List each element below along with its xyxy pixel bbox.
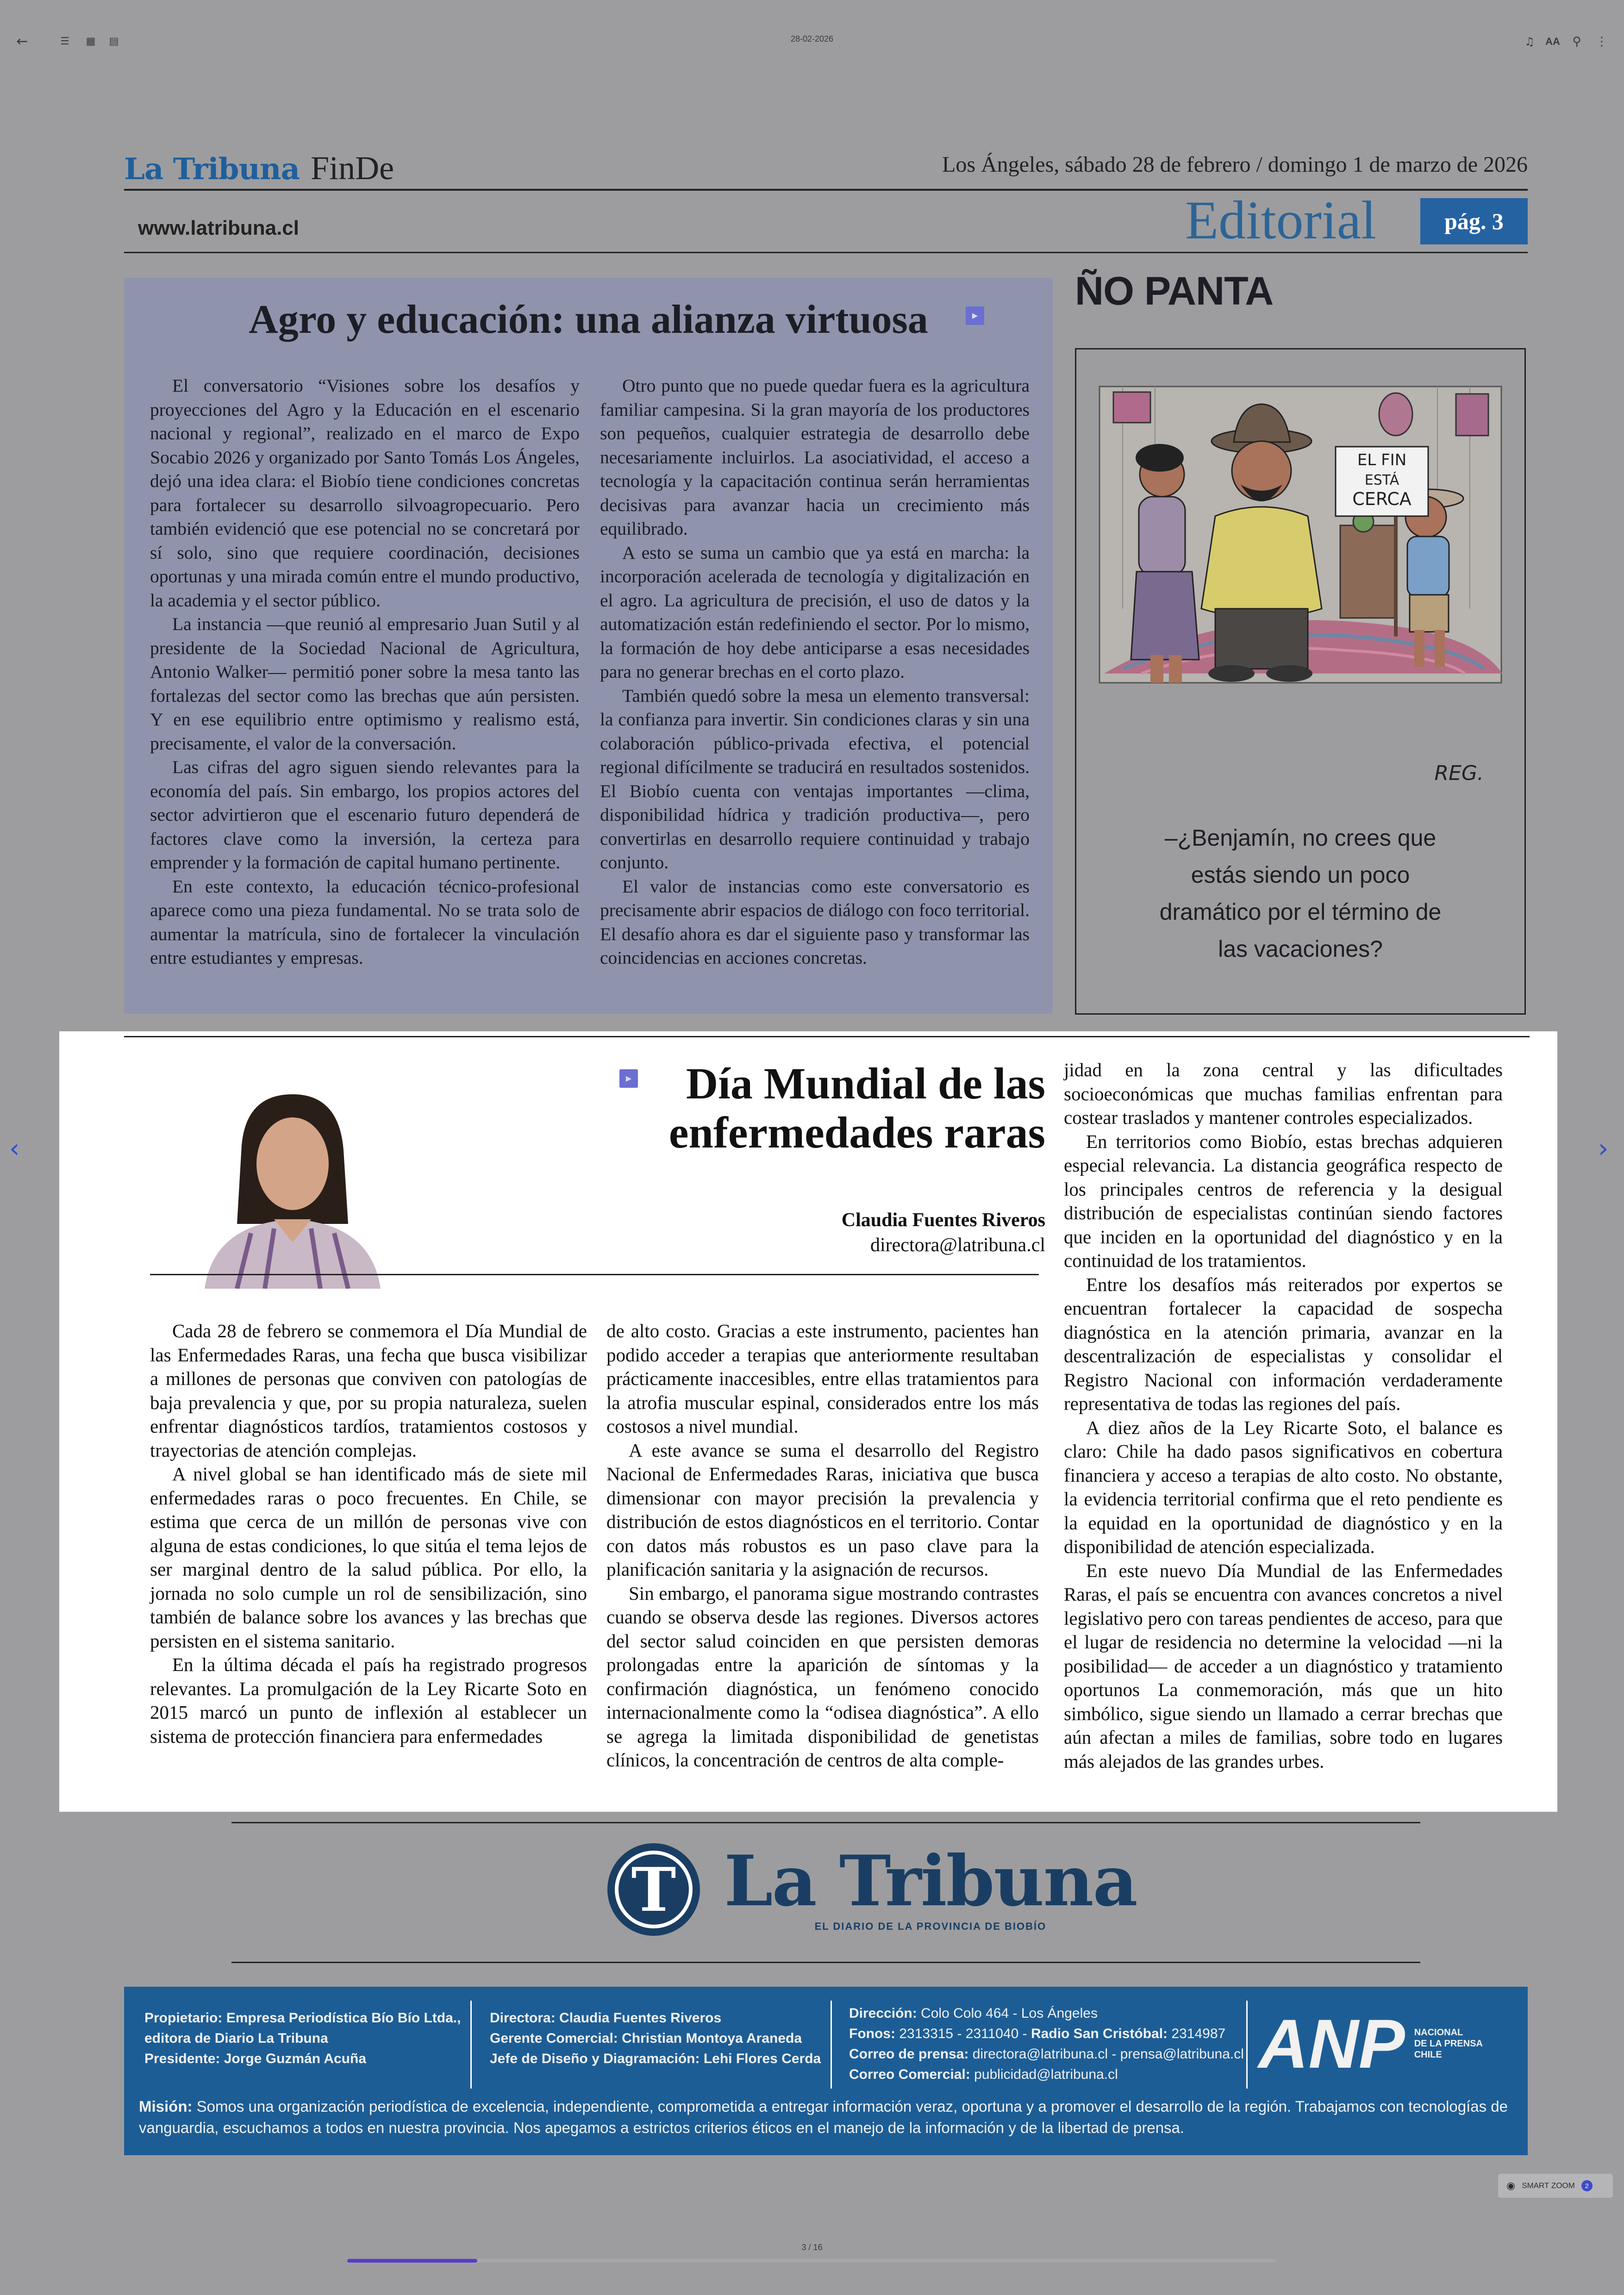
paragraph: En territorios como Biobío, estas brechas adquieren especial relevancia. La distancia geográfica respecto de los principales centros de referencia y la desigual distribución de especialistas continúan siendo factores que inciden en la oportunidad del diagnóstico y en la continuidad de los tratamientos. (1064, 1130, 1503, 1271)
comic-sign-line: ESTÁ (1364, 472, 1399, 488)
smart-zoom-badge: 2 (1581, 2180, 1593, 2191)
paragraph: de alto costo. Gracias a este instrumento, pacientes han podido acceder a terapias que anteriormente resultaban prácticamente inaccesibles, entre ellas tratamientos para la atrofia muscular espinal, considerados entre los más costosos a nivel mundial. (606, 1320, 1039, 1437)
anp-logo-mark: ANP (1258, 2005, 1405, 2083)
opinion-top-rule (124, 1036, 1530, 1037)
search-icon[interactable]: ⚲ (1572, 35, 1581, 49)
back-arrow-icon[interactable]: ← (16, 33, 28, 50)
paragraph: Sin embargo, el panorama sigue mostrando contrastes cuando se observa desde las regiones. Diversos actores del sector salud coinciden en que persisten demoras prolongadas entre la aparición de síntomas y la confirmación diagnóstica, un fenómeno conocido internacionalmente como la “odisea diagnóstica”. A ello se agrega la limitada disponibilidad de genetistas clínicos, la concentración de centros de alta comple- (606, 1582, 1039, 1771)
anp-logo (1258, 2005, 1483, 2083)
paragraph: Otro punto que no puede quedar fuera es la agricultura familiar campesina. Si la gran mayoría de los productores son pequeños, cualquier estrategia de desarrollo debe necesariamente incluirlos. La asociatividad, el acceso a tecnología y la capacitación continua serán herramientas decisivas para avanzar hacia un crecimiento más equilibrado. (600, 375, 1030, 539)
section-rule (124, 252, 1528, 253)
paragraph: A nivel global se han identificado más de siete mil enfermedades raras o poco frecuentes. En Chile, se estima que cerca de un millón de personas vive con alguna de estas condiciones, lo que sitúa el tema lejos de ser marginal dentro de la salud pública. Por ello, la jornada no solo cumple un rol de sensibilización, sino también de balance sobre los avances y las brechas que persisten en el sistema sanitario. (150, 1463, 587, 1652)
comic-caption-text: –¿Benjamín, no crees que estás siendo un poco dramático por el término de las vacaciones? (1159, 825, 1442, 962)
paragraph: A este avance se suma el desarrollo del Registro Nacional de Enfermedades Raras, iniciativa que busca dimensionar con mayor precisión la prevalencia y distribución de estos diagnósticos en el territorio. Contar con datos más robustos es un paso clave para la planificación sanitaria y la asignación de recursos. (606, 1439, 1039, 1580)
footer-line: Fonos: 2313315 - 2311040 - Radio San Cristóbal: 2314987 (849, 2026, 1226, 2041)
more-vertical-icon[interactable]: ⋮ (1596, 35, 1608, 49)
comic-caption (1075, 819, 1526, 967)
brand-emblem-letter: T (631, 1854, 676, 1925)
masthead-logo: La Tribuna (124, 152, 300, 187)
footer-column-1 (144, 2008, 461, 2069)
footer-column-3 (849, 2003, 1244, 2085)
headphones-icon[interactable]: ♫ (1524, 35, 1535, 48)
paragraph: A esto se suma un cambio que ya está en marcha: la incorporación acelerada de tecnología y digitalización en el agro. La agricultura de precisión, el uso de datos y la automatización están redefiniendo el sector. Por lo mismo, la formación de hoy debe anticiparse a esas necesidades para no generar brechas en el corto plazo. (600, 542, 1030, 682)
opinion-column-3 (1064, 1058, 1503, 1773)
paragraph: También quedó sobre la mesa un elemento transversal: la confianza para invertir. Sin condiciones claras y sin una colaboración público-privada efectiva, el potencial regional difícilmente se traducirá en resultados sostenidos. El Biobío cuenta con ventajas importantes —clima, disponibilidad hídrica y tradición productiva—, pero convertirlas en desarrollo requiere continuidad y trabajo conjunto. (600, 685, 1030, 873)
eye-icon: ◉ (1506, 2180, 1516, 2191)
editorial-column-1 (150, 374, 580, 970)
section-title: Editorial (1185, 190, 1376, 250)
footer-divider (470, 2001, 472, 2089)
paragraph: En la última década el país ha registrado progresos relevantes. La promulgación de la Ley Ricarte Soto en 2015 marcó un punto de inflexión al establecer un sistema de protección financiera para enfermedades (150, 1654, 587, 1747)
brand-name: La Tribuna (724, 1840, 1137, 1922)
footer-line: Propietario: Empresa Periodística Bío Bío Ltda., (144, 2010, 461, 2026)
audio-badge-icon[interactable]: ▶ (966, 306, 984, 325)
issue-date: 28-02-2026 (790, 34, 834, 44)
editorial-box (124, 278, 1053, 1014)
opinion-email: directora@latribuna.cl (870, 1235, 1045, 1256)
opinion-column-2 (606, 1319, 1039, 1772)
page-badge: pág. 3 (1420, 198, 1528, 244)
opinion-title-rule (150, 1274, 1039, 1275)
page-progress-bar[interactable] (347, 2259, 1277, 2263)
chevron-right-icon[interactable]: › (1598, 1134, 1609, 1164)
comic-sign-line: EL FIN (1357, 451, 1407, 469)
list-icon[interactable]: ☰ (60, 36, 69, 47)
author-photo (168, 1071, 427, 1289)
brand-top-rule (231, 1822, 1420, 1823)
footer-line: Correo de prensa: directora@latribuna.cl - prensa@latribuna.cl (849, 2046, 1244, 2062)
masthead (124, 149, 394, 187)
footer-line: Gerente Comercial: Christian Montoya Araneda (490, 2031, 802, 2046)
brand-bottom-rule (231, 1962, 1420, 1963)
smart-zoom-label: SMART ZOOM (1522, 2181, 1575, 2190)
brand-tagline: EL DIARIO DE LA PROVINCIA DE BIOBÍO (814, 1921, 1047, 1932)
footer-line: Jefe de Diseño y Diagramación: Lehi Flores Cerda (490, 2051, 821, 2066)
text-size-icon[interactable]: AA (1545, 36, 1560, 47)
footer-line: editora de Diario La Tribuna (144, 2031, 328, 2046)
paragraph: En este contexto, la educación técnico-profesional aparece como una pieza fundamental. No se trata solo de aumentar la matrícula, sino de fortalecer la vinculación entre estudiantes y empresas. (150, 876, 580, 968)
footer-line: Presidente: Jorge Guzmán Acuña (144, 2051, 367, 2066)
paragraph: A diez años de la Ley Ricarte Soto, el balance es claro: Chile ha dado pasos significativos en cobertura financiera y acceso a terapias de alto costo. No obstante, la evidencia territorial confirma que el reto pendiente es la equidad en la oportunidad de diagnóstico y en la disponibilidad de atención especializada. (1064, 1416, 1503, 1557)
footer-line: Dirección: Colo Colo 464 - Los Ángeles (849, 2006, 1098, 2021)
opinion-title: Día Mundial de las enfermedades raras (668, 1059, 1045, 1157)
paragraph: jidad en la zona central y las dificultades socioeconómicas que muchas familias enfrentan para costear traslados y mantener controles especializados. (1064, 1059, 1503, 1128)
comic-sign-line: CERCA (1352, 489, 1412, 509)
paragraph: El conversatorio “Visiones sobre los desafíos y proyecciones del Agro y la Educación en el escenario nacional y regional”, realizado en el marco de Expo Socabio 2026 y organizado por Santo Tomás Los Ángeles, dejó una idea clara: el Biobío tiene condiciones concretas para fortalecer su desarrollo silvoagropecuario. Pero también evidenció que ese potencial no se concretará por sí solo, sino que requiere coordinación, decisiones oportunas y una mirada común entre el mundo productivo, la academia y el sector público. (150, 375, 580, 611)
brand-emblem-icon (606, 1842, 701, 1937)
chevron-left-icon[interactable]: ‹ (9, 1134, 20, 1164)
footer-divider (831, 2001, 832, 2089)
paragraph: La instancia —que reunió al empresario Juan Sutil y al presidente de la Sociedad Nacional de Agricultura, Antonio Walker— permitió poner sobre la mesa tanto las fortalezas del sector como las brechas que aún persisten. Y en ese equilibrio entre optimismo y realismo está, precisamente, el valor de la conversación. (150, 614, 580, 754)
opinion-author: Claudia Fuentes Riveros (841, 1210, 1045, 1231)
page-layout-icon[interactable]: ▤ (109, 36, 119, 47)
paragraph: En este nuevo Día Mundial de las Enfermedades Raras, el país se encuentra con avances concretos a nivel legislativo pero con tareas pendientes de acceso, para que el lugar de residencia no determine la velocidad —ni la posibilidad— de acceder a un diagnóstico y tratamiento oportunos La conmemoración, más que un hito simbólico, sigue siendo un llamado a cerrar brechas que aún afectan a miles de familias, sobre todo en lugares más alejados de las grandes urbes. (1064, 1559, 1503, 1772)
comic-signature: REG. (1434, 761, 1484, 785)
paragraph: Entre los desafíos más reiterados por expertos se encuentran fortalecer la capacidad de sospecha diagnóstica en la atención primaria, avanzar en la descentralización de especialistas y consolidar el Registro Nacional con información verdaderamente representativa de todas las regiones del país. (1064, 1273, 1503, 1414)
opinion-section (59, 1031, 1557, 1812)
masthead-supplement: FinDe (311, 150, 394, 187)
footer-mission: Misión: Somos una organización periodística de excelencia, independiente, comprometida a entregar información veraz, oportuna y a promover el desarrollo de la región. Trabajamos con tecnologías de vanguardia, escuchamos a todos en nuestra provincia. Nos apegamos a estrictos criterios éticos en el manejo de la información y de la libertad de prensa. (139, 2098, 1508, 2136)
paragraph: Cada 28 de febrero se conmemora el Día Mundial de las Enfermedades Raras, una fecha que busca visibilizar a millones de personas que conviven con patologías de baja prevalencia y que, por su propia naturaleza, suelen enfrentar diagnósticos tardíos, tratamientos costosos y trayectorias de atención complejas. (150, 1320, 587, 1461)
footer-divider (1246, 2001, 1248, 2089)
editorial-column-2 (600, 374, 1030, 970)
brand-logo (606, 1842, 1137, 1937)
site-url: www.latribuna.cl (138, 217, 299, 239)
comic-title: ÑO PANTA (1075, 269, 1274, 313)
page-indicator: 3 / 16 (801, 2243, 823, 2252)
paragraph: El valor de instancias como este conversatorio es precisamente abrir espacios de diálogo con foco territorial. El desafío ahora es dar el siguiente paso y transformar las coincidencias en acciones concretas. (600, 876, 1030, 968)
edition-date: Los Ángeles, sábado 28 de febrero / domingo 1 de marzo de 2026 (942, 152, 1528, 177)
comic-illustration (1076, 349, 1524, 794)
opinion-column-1 (150, 1319, 587, 1748)
footer-line: Directora: Claudia Fuentes Riveros (490, 2010, 722, 2026)
grid-icon[interactable]: ▦ (86, 36, 96, 47)
anp-logo-text: NACIONAL DE LA PRENSA CHILE (1414, 2027, 1483, 2060)
footer-line: Correo Comercial: publicidad@latribuna.cl (849, 2067, 1118, 2082)
audio-badge-icon[interactable]: ▶ (619, 1069, 638, 1088)
paragraph: Las cifras del agro siguen siendo relevantes para la economía del país. Sin embargo, los propios actores del sector advirtieron que el escenario futuro dependerá de factores clave como la inversión, la certeza para emprender y la formación de capital humano pertinente. (150, 757, 580, 873)
masthead-footer (124, 1987, 1528, 2155)
page-progress-fill (347, 2259, 477, 2263)
editorial-title: Agro y educación: una alianza virtuosa (249, 297, 928, 342)
smart-zoom-button[interactable] (1498, 2174, 1613, 2198)
footer-column-2 (490, 2008, 821, 2069)
